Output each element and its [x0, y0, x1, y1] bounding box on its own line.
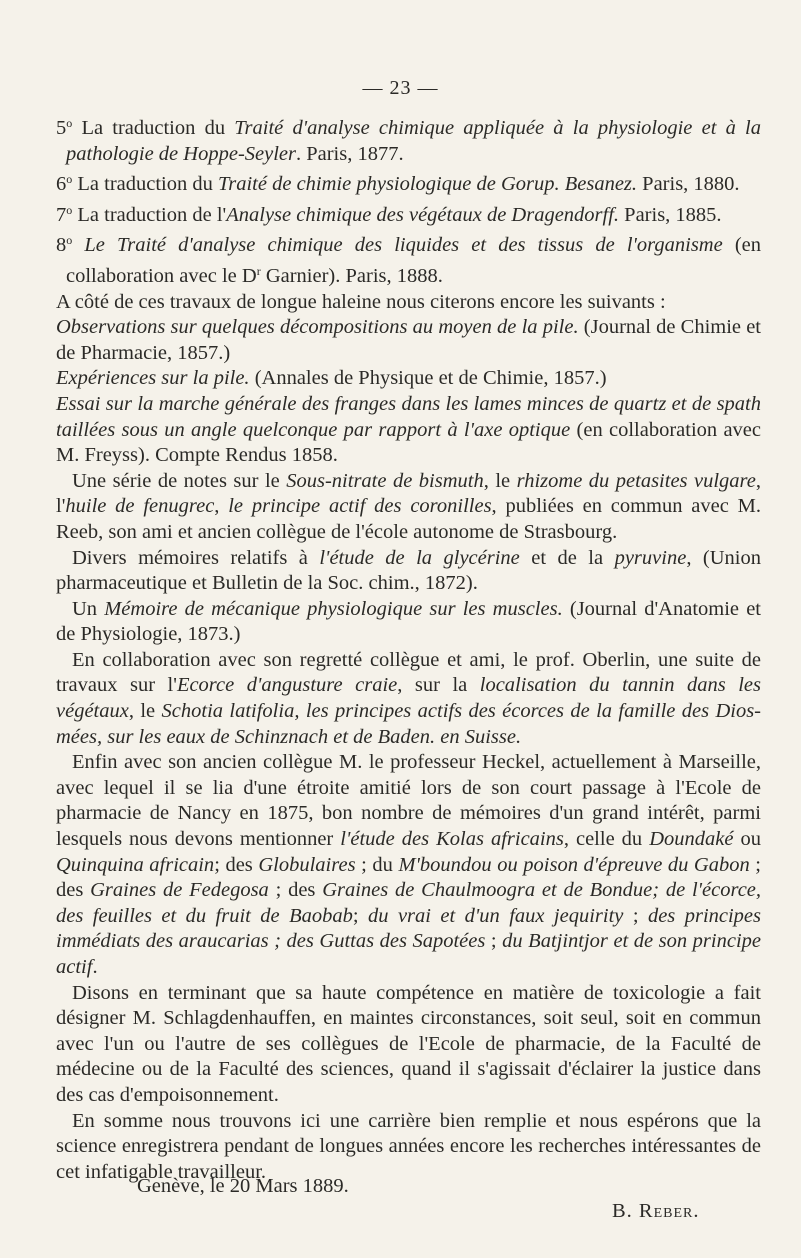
ref-observations: Observations sur quelques décompositions au moyen de la pile. (Journal de Chimie et de Pharmacie, 1857.)	[56, 316, 761, 364]
list-item-8: 8$^o$ Le Traité d'analyse chimique des liquides et des tissus de l'organisme (en collaboration avec le $D^r$ Garnier). Paris, 1888.	[56, 233, 762, 287]
author-signature: B. Reber.	[612, 1200, 700, 1222]
ref-serie: Une série de notes sur le Sous-nitrate de bismuth, le rhizome du petasites vulgare, l'huile de fenugrec, le principe actif des coronilles, publiées en commun avec M. Reeb, son ami et ancien collègue de l'école autonome de Strasbourg.	[56, 469, 761, 543]
ref-memoire: Un Mémoire de mécanique physiologique sur les muscles. (Journal d'Anatomie et de Physiologie, 1873.)	[56, 597, 761, 646]
paragraph-disons: Disons en terminant que sa haute compétence en matière de toxicologie a fait désigner M. Schlagdenhauffen, en maintes circonstances, soit seul, soit en commun avec l'un ou l'autre de ses collègues de l'Ecole de pharmacie, de la Faculté de médecine ou de la Faculté des sciences, quand il s'agissait d'éclairer la justice dans des cas d'empoisonnement.	[56, 981, 761, 1106]
paragraph-somme: En somme nous trouvons ici une carrière bien remplie et nous espérons que la science enregistrera pendant de longues années encore les recherches intéressantes de cet infatigable travailleur.	[56, 1109, 761, 1183]
date-line: Genève, le 20 Mars 1889.	[137, 1175, 349, 1197]
intro-paragraph: A côté de ces travaux de longue haleine nous citerons encore les suivants :	[56, 290, 666, 313]
page-number: — 23 —	[362, 77, 439, 99]
body-text	[56, 111, 761, 1185]
list-item-6: 6$^o$ La traduction du Traité de chimie physiologique de Gorup. Besanez. Paris, 1880.	[56, 172, 740, 196]
ref-divers: Divers mémoires relatifs à l'étude de la glycérine et de la pyruvine, (Union pharmaceutique et Bulletin de la Soc. chim., 1872).	[56, 546, 761, 595]
ref-essai: Essai sur la marche générale des franges dans les lames minces de quartz et de spath taillées sous un angle quelconque par rapport à l'axe optique (en collaboration avec M. Freyss). Compte Rendus 1858.	[56, 392, 761, 467]
ref-experiences: Expériences sur la pile. (Annales de Physique et de Chimie, 1857.)	[56, 367, 607, 390]
list-item-7: 7$^o$ La traduction de l'Analyse chimique des végétaux de Dragendorff. Paris, 1885.	[56, 202, 722, 226]
list-item-5: 5$^o$ La traduction du Traité d'analyse chimique appliquée à la physiologie et à la pathologie de Hoppe-Seyler. Paris, 1877.	[56, 116, 761, 165]
ref-collaboration: En collaboration avec son regretté collègue et ami, le prof. Oberlin, une suite de travaux sur l'Ecorce d'angusture craie, sur la localisation du tannin dans les végétaux, le Schotia latifolia, les principes actifs des écorces de la famille des Dios-mées, sur les eaux de Schinznach et de Baden. en Suisse.	[56, 648, 762, 748]
ref-enfin: Enfin avec son ancien collègue M. le professeur Heckel, actuellement à Marseille, avec lequel il se lia d'une étroite amitié lors de son court passage à l'Ecole de pharmacie de Nancy en 1875, bon nombre de mémoires d'un grand intérêt, parmi lesquels nous devons mentionner l'étude des Kolas africains, celle du Doundaké ou Quinquina africain; des Globulaires ; du M'boundou ou poison d'épreuve du Gabon ; des Graines de Fedegosa ; des Graines de Chaulmoogra et de Bondue; de l'écorce, des feuilles et du fruit de Baobab; du vrai et d'un faux jequirity ; des principes immédiats des araucarias ; des Guttas des Sapotées ; du Batjintjor et de son principe actif.	[56, 751, 762, 978]
